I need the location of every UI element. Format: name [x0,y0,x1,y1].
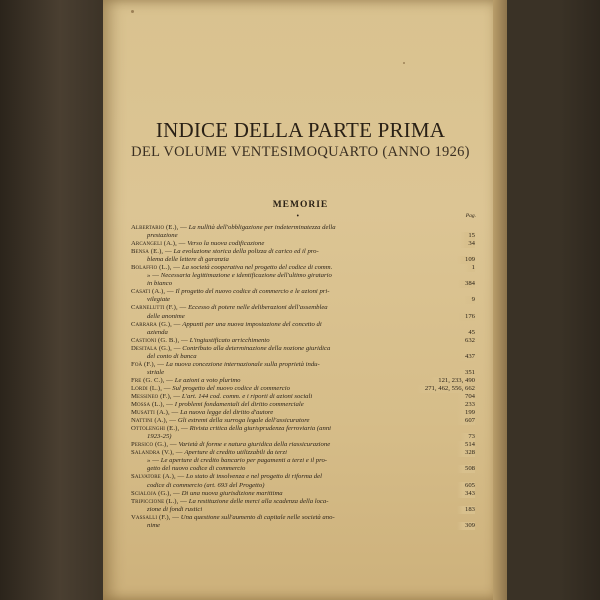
entry-title: Varietà di forme e natura giuridica della riassicurazione [178,441,331,449]
entry-title: Aperture di credito utilizzabili da terzi [184,449,287,457]
entry-title: I problemi fondamentali del diritto commerciale [174,401,304,409]
entry-page-number: 271, 462, 556, 662 [417,385,475,393]
entry-page-number: 607 [457,417,475,425]
entry-title: azienda [147,328,168,336]
entry-author: Fre (G. C.), — [131,376,175,384]
index-line [131,256,475,264]
index-line [131,385,475,393]
entry-title: La nuova concezione internazionale sulla proprietà indu- [165,360,320,368]
entry-page-number: 343 [457,490,475,498]
index-line [131,296,475,304]
entry-author: Salandra (V.), — [131,449,185,457]
entry-title: La nuova legge del diritto d'autore [180,409,274,417]
entry-title: L'ingiustificato arricchimento [189,336,270,344]
entry-author: Mossa (L.), — [131,401,175,409]
index-line [131,369,475,377]
index-entries [131,224,475,530]
index-line [131,240,475,248]
entry-title: 1923-25) [147,433,172,441]
entry-author: Ottolenghi (E.), — [131,425,190,433]
page-column-header: Pag. [465,213,476,219]
entry-author: Carrara (G.), — [131,320,183,328]
entry-title: La restituzione delle merci alla scadenza della loca- [188,497,329,505]
index-line [131,288,475,296]
entry-title: nime [147,521,160,529]
entry-author: Bensa (E.), — [131,248,174,256]
index-line [131,224,475,232]
entry-title: striale [147,368,165,376]
entry-page-number: 508 [457,465,475,473]
index-line [131,272,475,280]
paper-fleck [131,10,134,13]
entry-author: Casati (A.), — [131,288,176,296]
entry-title: Verso la nuova codificazione [187,240,265,248]
entry-title: Contributo alla determinazione della nozione giuridica [182,344,331,352]
entry-author: Lordi (L.), — [131,384,173,392]
volume-subtitle: DEL VOLUME VENTESIMOQUARTO (ANNO 1926) [131,144,470,160]
paper-fleck [403,62,405,64]
index-line [131,401,475,409]
entry-title: getto del nuovo codice di commercio [147,465,246,473]
entry-page-number: 199 [457,409,475,417]
entry-page-number: 121, 233, 490 [430,377,475,385]
entry-title: Necessaria legittimazione e identificazione dell'ultimo giratario [160,272,332,280]
entry-page-number: 183 [457,506,475,514]
entry-page-number: 514 [457,441,475,449]
section-heading: MEMORIE [272,200,329,210]
entry-author: Musatti (A.), — [131,409,181,417]
index-line [131,393,475,401]
entry-page-number: 15 [460,232,475,240]
entry-author: Albertario (E.), — [131,224,189,231]
entry-title: in bianco [147,280,173,288]
index-title: INDICE DELLA PARTE PRIMA [155,118,446,142]
entry-title: Sul progetto del nuovo codice di commercio [172,384,290,392]
index-line [131,248,475,256]
entry-title: La evoluzione storica della polizza di carico ed il pro- [173,248,319,256]
entry-author: Vassalli (F.), — [131,513,181,521]
entry-title: delle anonime [147,312,185,320]
index-line [131,313,475,321]
entry-title: prestazione [147,232,178,240]
entry-page-number: 384 [457,280,475,288]
entry-author: Nattini (A.), — [131,417,178,425]
entry-page-number: 109 [457,256,475,264]
index-line [131,449,475,457]
entry-author: Salvatore (A.), — [131,473,187,481]
index-line [131,425,475,433]
entry-page-number: 45 [460,329,475,337]
entry-page-number: 309 [457,522,475,530]
entry-page-number: 704 [457,393,475,401]
entry-author: Bolaffio (L.), — [131,264,182,272]
entry-title: Le azioni a voto plurimo [174,376,241,384]
entry-title: Eccesso di potere nelle deliberazioni dell'assemblea [188,304,328,312]
entry-title: Rivista critica della giurisprudenza ferroviaria (anni [189,425,332,433]
entry-page-number: 73 [460,433,475,441]
entry-author: Messineo (F.), — [131,392,182,400]
entry-page-number: 351 [457,369,475,377]
entry-title: blema delle lettere di garanzia [147,256,229,264]
index-line [131,280,475,288]
index-line [131,361,475,369]
entry-title: Di una nuova giurisdizione marittima [181,489,283,497]
entry-page-number: 605 [457,482,475,490]
entry-title: Le aperture di credito bancario per pagamenti a terzi e il pro- [160,457,328,465]
entry-page-number: 34 [460,240,475,248]
index-line [131,498,475,506]
index-line [131,232,475,240]
index-line [131,457,475,465]
entry-page-number: 176 [457,313,475,321]
entry-author: » — [147,272,161,280]
entry-author: Foà (F.), — [131,360,166,368]
entry-author: » — [147,457,161,465]
entry-page-number: 9 [464,296,475,304]
entry-author: Scialoja (G.), — [131,489,182,497]
entry-title: La nullità dell'obbligazione per indeterminatezza della [188,224,336,231]
entry-author: Tripiccione (L.), — [131,497,189,505]
entry-author: Carnelutti (F.), — [131,304,189,312]
entry-title: Appunti per una nuova impostazione del concetto di [182,320,322,328]
entry-author: Persico (G.), — [131,441,179,449]
index-line [131,321,475,329]
entry-title: vilegiate [147,296,171,304]
entry-author: Castioni (G. B.), — [131,336,190,344]
entry-page-number: 1 [464,264,475,272]
entry-page-number: 632 [457,337,475,345]
index-line [131,473,475,481]
index-line [131,329,475,337]
book-page [103,0,498,600]
index-line [131,264,475,272]
entry-title: codice di commercio (art. 693 del Progetto) [147,481,265,489]
index-line [131,482,475,490]
index-line [131,337,475,345]
index-line [131,417,475,425]
entry-title: Il progetto del nuovo codice di commercio e le azioni pri- [175,288,330,296]
entry-page-number: 233 [457,401,475,409]
index-line [131,514,475,522]
entry-title: Gli estremi della surroga legale dell'assicuratore [177,417,310,425]
index-line [131,465,475,473]
entry-title: zione di fondi rustici [147,505,203,513]
index-line [131,490,475,498]
index-line [131,304,475,312]
index-line [131,506,475,514]
index-line [131,433,475,441]
index-line [131,409,475,417]
entry-page-number: 437 [457,353,475,361]
entry-title: Lo stato di insolvenza e nel progetto di riforma del [186,473,322,481]
section-bullet: • [296,213,300,220]
entry-title: L'art. 144 cod. comm. e i riporti di azioni sociali [181,392,313,400]
index-line [131,353,475,361]
index-line [131,377,475,385]
entry-page-number: 328 [457,449,475,457]
index-line [131,345,475,353]
entry-author: Arcangeli (A.), — [131,240,188,248]
entry-author: Desitala (G.), — [131,344,183,352]
entry-title: La società cooperativa nel progetto del codice di comm. [181,264,333,272]
page-edge [493,0,507,600]
entry-title: Una questione sull'aumento di capitale nelle società ano- [180,513,335,521]
entry-title: del conto di banca [147,352,197,360]
index-line [131,522,475,530]
index-line [131,441,475,449]
